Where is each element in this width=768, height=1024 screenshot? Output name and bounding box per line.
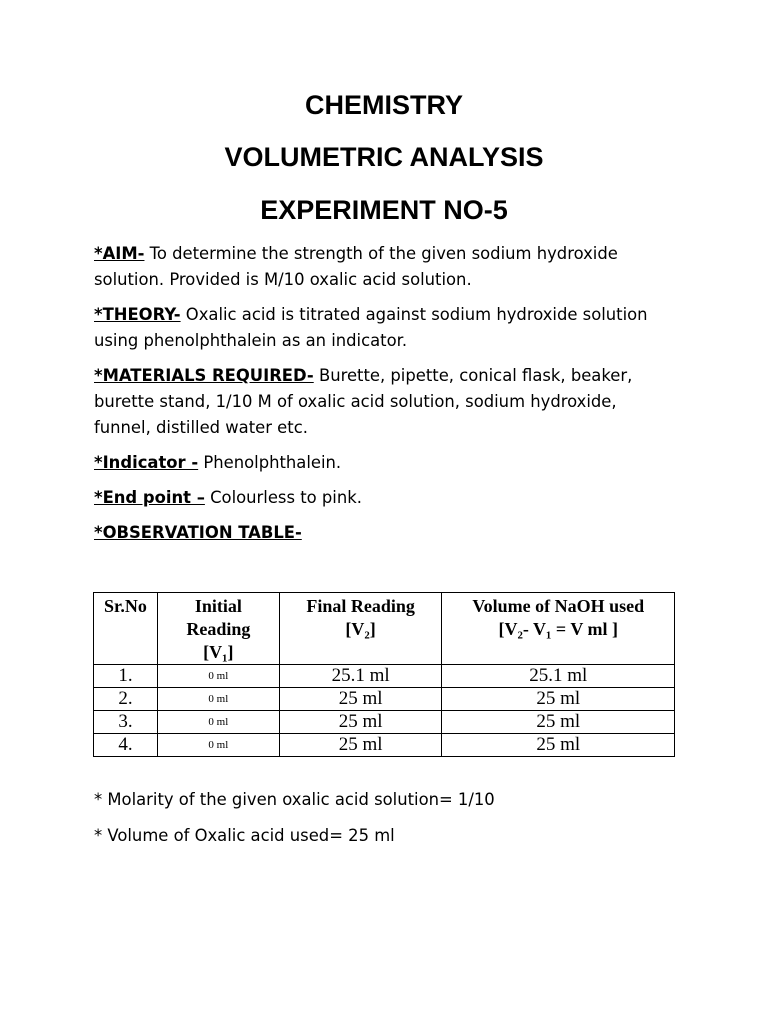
observation-section	[94, 520, 694, 546]
aim-label: *AIM-	[94, 244, 145, 263]
subject-title: CHEMISTRY	[304, 90, 463, 120]
table-header-row	[94, 593, 675, 665]
end-point-section	[94, 485, 694, 511]
header-srno: Sr.No	[94, 593, 158, 665]
topic-title: VOLUMETRIC ANALYSIS	[224, 142, 544, 172]
cell-final: 25.1 ml	[279, 665, 442, 688]
materials-text-line3: funnel, distilled water etc.	[94, 418, 308, 437]
theory-label: *THEORY-	[94, 305, 181, 324]
cell-srno: 3.	[94, 711, 158, 734]
materials-text-line1: Burette, pipette, conical flask, beaker,	[313, 366, 633, 385]
cell-srno: 1.	[94, 665, 158, 688]
cell-volume: 25.1 ml	[442, 665, 675, 688]
materials-section	[94, 363, 694, 441]
cell-volume: 25 ml	[442, 688, 675, 711]
theory-text-line2: using phenolphthalein as an indicator.	[94, 331, 408, 350]
cell-final: 25 ml	[279, 688, 442, 711]
indicator-section	[94, 450, 694, 476]
materials-label: *MATERIALS REQUIRED-	[94, 366, 314, 385]
experiment-title: EXPERIMENT NO-5	[260, 195, 508, 225]
indicator-text: Phenolphthalein.	[198, 453, 342, 472]
header-volume-naoh: Volume of NaOH used [V₂- V₁ = V ml ]	[442, 593, 675, 665]
cell-initial: 0 ml	[157, 711, 279, 734]
observation-label: *OBSERVATION TABLE-	[94, 523, 302, 542]
table-row	[94, 665, 675, 688]
aim-text-line1: To determine the strength of the given sodium hydroxide	[144, 244, 618, 263]
table-row	[94, 734, 675, 757]
aim-text-line2: solution. Provided is M/10 oxalic acid solution.	[94, 270, 472, 289]
volume-note: * Volume of Oxalic acid used= 25 ml	[94, 826, 395, 845]
table-row	[94, 688, 675, 711]
aim-section	[94, 241, 694, 293]
cell-volume: 25 ml	[442, 734, 675, 757]
cell-volume: 25 ml	[442, 711, 675, 734]
observation-table	[93, 592, 675, 757]
cell-srno: 2.	[94, 688, 158, 711]
end-point-text: Colourless to pink.	[204, 488, 362, 507]
cell-initial: 0 ml	[157, 665, 279, 688]
header-final-reading: Final Reading [V₂]	[279, 593, 442, 665]
theory-section	[94, 302, 694, 354]
end-point-label: *End point –	[94, 488, 205, 507]
cell-initial: 0 ml	[157, 734, 279, 757]
cell-initial: 0 ml	[157, 688, 279, 711]
theory-text-line1: Oxalic acid is titrated against sodium hydroxide solution	[180, 305, 648, 324]
indicator-label: *Indicator -	[94, 453, 199, 472]
cell-final: 25 ml	[279, 734, 442, 757]
header-initial-reading: Initial Reading [V₁]	[157, 593, 279, 665]
cell-final: 25 ml	[279, 711, 442, 734]
cell-srno: 4.	[94, 734, 158, 757]
molarity-note: * Molarity of the given oxalic acid solution= 1/10	[94, 790, 495, 809]
table-row	[94, 711, 675, 734]
materials-text-line2: burette stand, 1/10 M of oxalic acid solution, sodium hydroxide,	[94, 392, 617, 411]
